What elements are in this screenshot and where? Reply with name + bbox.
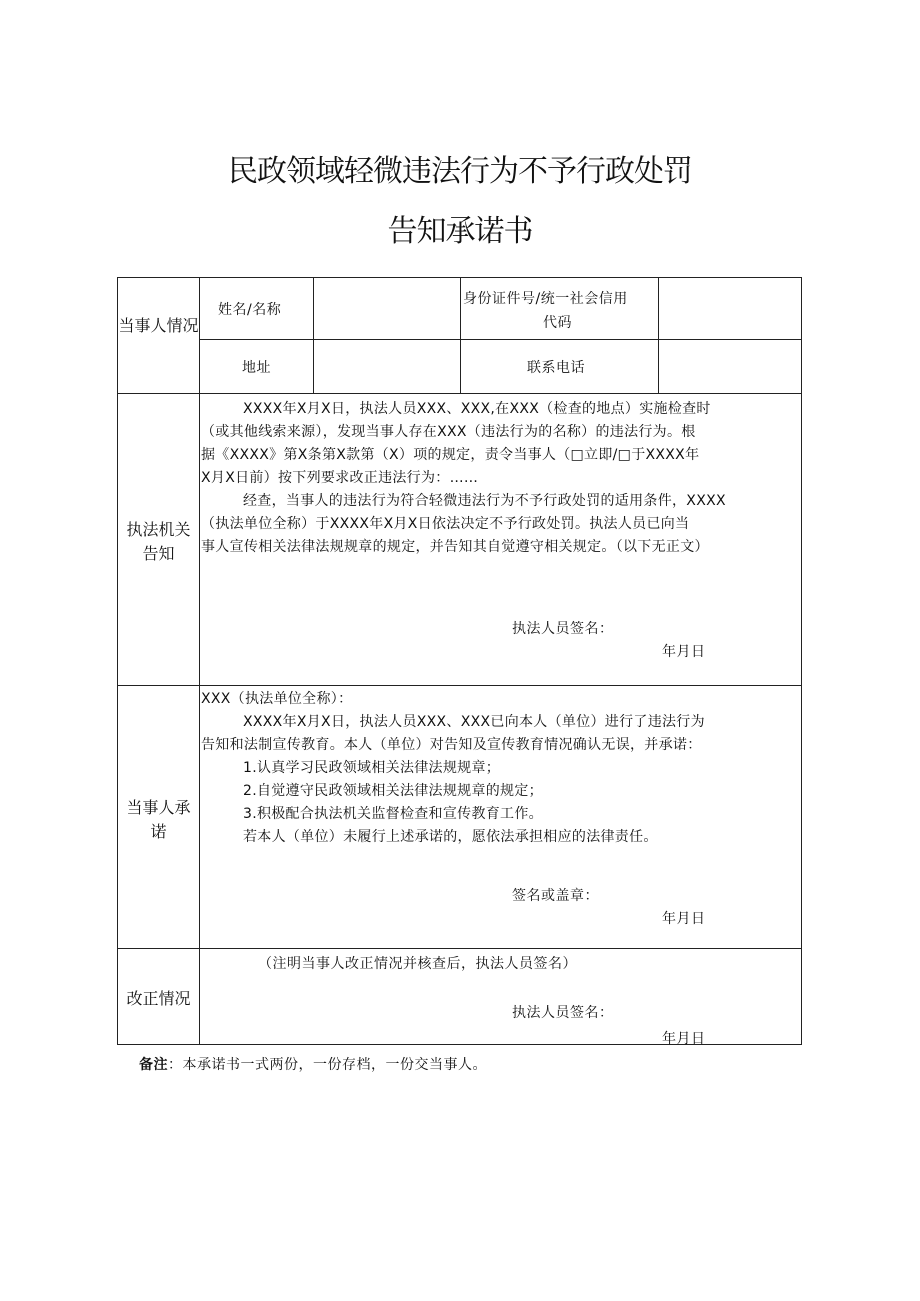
id-label-line2: 代码 [543, 315, 572, 331]
form-table [117, 277, 802, 1045]
remark [139, 1054, 487, 1074]
table-rule [460, 277, 461, 393]
notice-line: （或其他线索来源），发现当事人存在XXX（违法行为的名称）的违法行为。根 [201, 424, 696, 440]
correction-signature-label: 执法人员签名： [512, 1005, 614, 1021]
correction-date-label: 年月日 [662, 1031, 706, 1047]
commitment-line: 若本人（单位）未履行上述承诺的，愿依法承担相应的法律责任。 [243, 829, 658, 845]
commitment-line: 2.自觉遵守民政领域相关法律法规规章的规定； [243, 783, 543, 799]
remark-text: ：本承诺书一式两份，一份存档，一份交当事人。 [168, 1057, 487, 1073]
commitment-body [201, 688, 799, 849]
notice-body [201, 398, 799, 559]
notice-line: XXXX年X月X日，执法人员XXX、XXX,在XXX（检查的地点）实施检查时 [243, 401, 711, 417]
table-rule [117, 948, 802, 949]
notice-line: X月X日前）按下列要求改正违法行为：…… [201, 470, 479, 486]
table-rule [199, 339, 802, 340]
table-border-right [801, 277, 802, 1045]
commitment-line: XXX（执法单位全称）： [201, 691, 353, 707]
phone-label: 联系电话 [527, 360, 585, 376]
table-border-left [117, 277, 118, 1045]
commitment-line: XXXX年X月X日，执法人员XXX、XXX已向本人（单位）进行了违法行为 [243, 714, 705, 730]
document-title: 民政领域轻微违法行为不予行政处罚 [228, 154, 692, 189]
notice-label: 执法机关 告知 [126, 520, 191, 563]
table-rule [117, 393, 802, 394]
notice-line: 据《XXXX》第X条第X款第（X）项的规定，责令当事人（□立即/□于XXXX年 [201, 447, 700, 463]
notice-signature-label: 执法人员签名： [512, 621, 614, 637]
table-rule [199, 277, 200, 1045]
notice-line: （执法单位全称）于XXXX年X月X日依法决定不予行政处罚。执法人员已向当 [201, 516, 690, 532]
commitment-line: 告知和法制宣传教育。本人（单位）对告知及宣传教育情况确认无误，并承诺： [201, 737, 702, 753]
commitment-line: 3.积极配合执法机关监督检查和宣传教育工作。 [243, 806, 543, 822]
address-label: 地址 [242, 360, 271, 376]
commitment-signature-label: 签名或盖章： [512, 888, 599, 904]
remark-label: 备注 [139, 1057, 168, 1073]
commitment-line: 1.认真学习民政领域相关法律法规规章； [243, 760, 501, 776]
correction-label: 改正情况 [126, 989, 191, 1008]
table-rule [313, 277, 314, 393]
notice-line: 事人宣传相关法律法规规章的规定，并告知其自觉遵守相关规定。（以下无正文） [201, 539, 709, 555]
id-label-line1: 身份证件号/统一社会信用 [463, 291, 628, 307]
notice-line: 经查，当事人的违法行为符合轻微违法行为不予行政处罚的适用条件，XXXX [243, 493, 726, 509]
name-label: 姓名/名称 [218, 302, 282, 318]
table-rule [117, 685, 802, 686]
notice-date-label: 年月日 [662, 644, 706, 660]
correction-instruction: （注明当事人改正情况并核查后，执法人员签名） [258, 956, 577, 972]
table-rule [658, 277, 659, 393]
party-info-label: 当事人情况 [118, 316, 199, 335]
document-subtitle: 告知承诺书 [387, 214, 533, 249]
commitment-label: 当事人承 诺 [126, 798, 191, 841]
commitment-date-label: 年月日 [662, 911, 706, 927]
